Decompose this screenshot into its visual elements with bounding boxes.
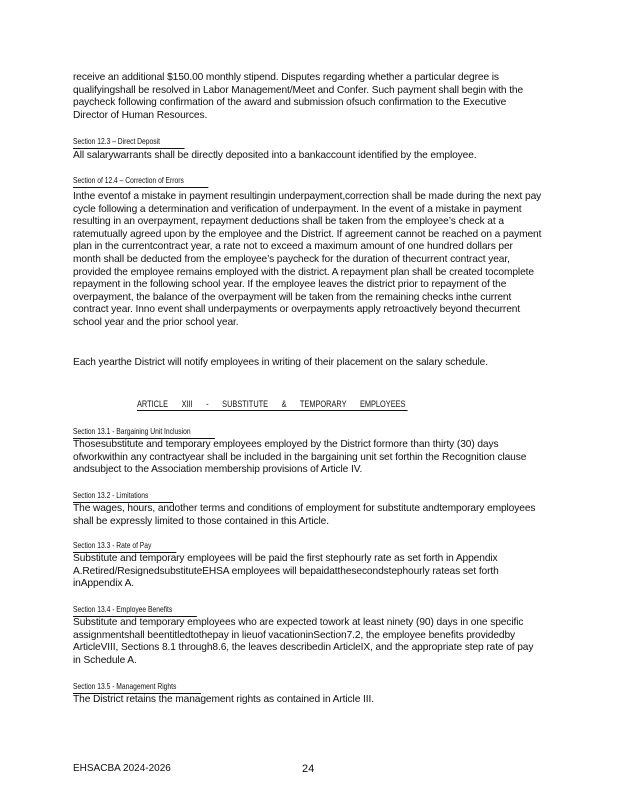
section-13-5-body: The District retains the management rights as contained in Article III. [73,694,374,705]
section-13-2-heading: Section 13.2 - Limitations [73,491,173,503]
intro-paragraph: receive an additional $150.00 monthly stipend. Disputes regarding whether a particular degree is qualifyingshall be resolved in Labor Management/Meet and Confer. Such payment shall begin with the paycheck following confirmation of the award and submission ofsuch confirmation to the Executive Director of Human Resources. [73,72,524,121]
section-13-1-body: Thosesubstitute and temporary employees employed by the District formore than thirty (30) days ofworkwithin any contractyear shall be included in the bargaining unit set forthin the Recognition clause andsubject to the Association membership provisions of Article IV. [73,439,527,476]
section-13-4-heading: Section 13.4 - Employee Benefits [73,605,197,617]
section-13-3-heading: Section 13.3 - Rate of Pay [73,541,176,553]
section-13-4-body: Substitute and temporary employees who are expected towork at least ninety (90) days in one specific assignmentshall beentitledtothepay in lieuof vacationinSection7.2, the employee benefits providedby ArticleVIII, Sections 8.1 through8.6, the leaves describedin ArticleIX, and the appropriate step rate of pay in Schedule A. [73,617,534,666]
section-12-3-heading: Section 12.3 – Direct Deposit [73,137,185,149]
footer-document-label: EHSACBA 2024-2026 [73,763,171,774]
section-12-4-body: Inthe eventof a mistake in payment resultingin underpayment,correction shall be made during the next pay cycle following a determination and verification of underpayment. In the event of a mistake in payment resulting in an overpayment, repayment deductions shall be taken from the employee’s check at a ratemutually agreed upon by the employee and the District. If agreement cannot be reached on a payment plan in the currentcontract year, a rate not to exceed a maximum amount of one hundred dollars per month shall be deducted from the employee’s paycheck for the duration of thecurrent contract year, provided the employee remains employed with the district. A repayment plan shall be created tocomplete repayment in the following school year. If the employee leaves the district prior to repayment of the overpayment, the balance of the overpayment will be taken from the remaining checks inthe current contract year. Inno event shall underpayments or overpayments apply retroactively beyond thecurrent school year and the prior school year. [73,191,542,328]
section-13-3-body: Substitute and temporary employees will be paid the first stephourly rate as set forth in Appendix A.Retired/ResignedsubstituteEHSA employees will bepaidatthesecondstephourly rateas set forth inAppendix A. [73,553,499,590]
section-13-1-heading: Section 13.1 - Bargaining Unit Inclusion [73,427,215,439]
each-year-paragraph: Each yearthe District will notify employees in writing of their placement on the salary schedule. [73,357,488,368]
section-13-2-body: The wages, hours, andother terms and conditions of employment for substitute andtemporary employees shall be expressly limited to those contained in this Article. [73,503,536,527]
article-xiii-heading: ARTICLE XIII - SUBSTITUTE & TEMPORARY EMPLOYEES [137,398,408,411]
section-12-3-body: All salarywarrants shall be directly deposited into a bankaccount identified by the employee. [73,150,477,161]
section-13-5-heading: Section 13.5 - Management Rights [73,682,201,694]
footer-page-number: 24 [302,763,315,775]
section-12-4-heading: Section of 12.4 – Correction of Errors [73,176,208,188]
